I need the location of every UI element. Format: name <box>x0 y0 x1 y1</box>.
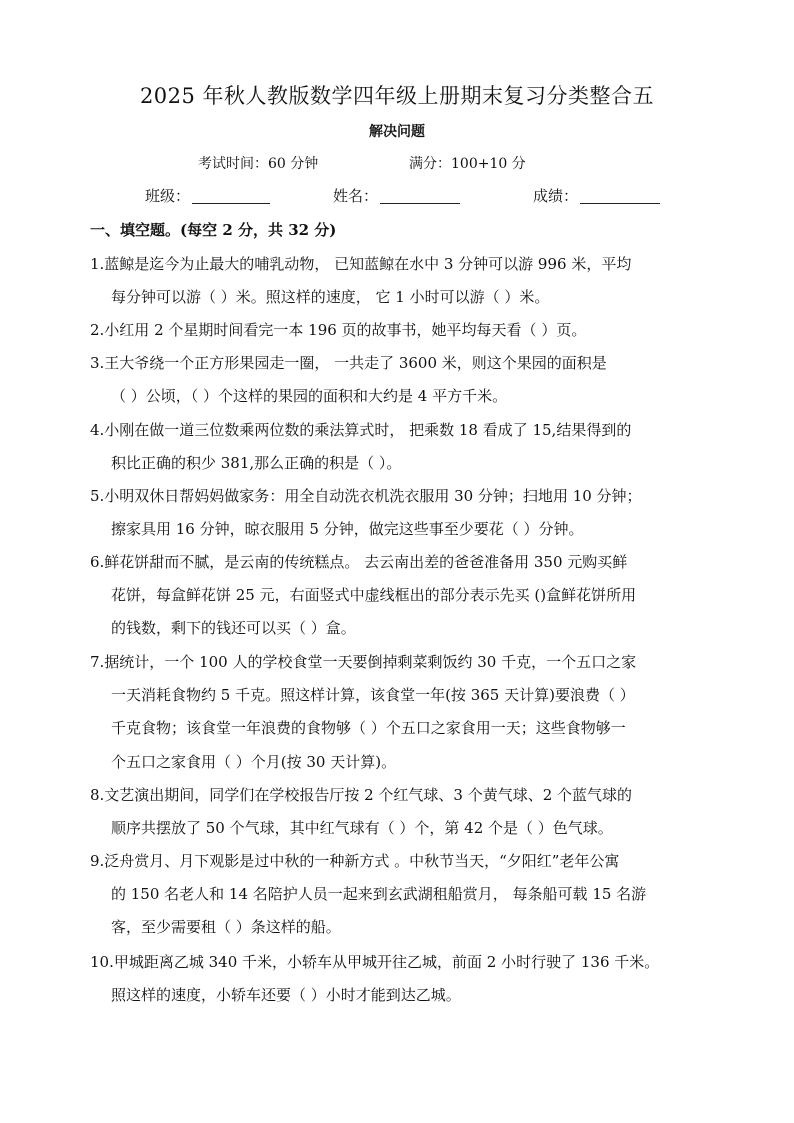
name-field <box>333 185 460 206</box>
question-item <box>90 347 720 413</box>
page-title: 2025 年秋人教版数学四年级上册期末复习分类整合五 <box>139 84 655 108</box>
question-item <box>90 546 720 646</box>
name-blank-line <box>380 202 460 204</box>
question-item <box>90 248 720 314</box>
question-line: 的 150 名老人和 14 名陪护人员一起来到玄武湖租船赏月， 每条船可载 15 名游 <box>111 885 647 904</box>
score-field <box>533 185 660 206</box>
full-score: 满分：100+10 分 <box>409 156 526 172</box>
question-item <box>90 646 720 779</box>
question-line: 顺序共摆放了 50 个气球，其中红气球有（ ）个，第 42 个是（ ）色气球。 <box>111 819 613 838</box>
section-heading: 一、填空题。(每空 2 分，共 32 分) <box>90 221 337 239</box>
name-label: 姓名： <box>333 187 379 205</box>
class-blank-line <box>192 202 270 204</box>
question-line: 千克食物；该食堂一年浪费的食物够（ ）个五口之家食用一天；这些食物够一 <box>111 719 626 738</box>
question-line: 5.小明双休日帮妈妈做家务：用全自动洗衣机洗衣服用 30 分钟；扫地用 10 分钟； <box>90 487 642 505</box>
exam-time: 考试时间：60 分钟 <box>198 156 319 172</box>
class-field <box>145 185 270 206</box>
score-blank-line <box>580 202 660 204</box>
question-line: 7.据统计，一个 100 人的学校食堂一天要倒掉剩菜剩饭约 30 千克，一个五口之家 <box>90 653 637 671</box>
question-line: 4.小刚在做一道三位数乘两位数的乘法算式时， 把乘数 18 看成了 15,结果得到的 <box>90 421 632 439</box>
question-line: 擦家具用 16 分钟，晾衣服用 5 分钟，做完这些事至少要花（ ）分钟。 <box>111 520 584 539</box>
question-item <box>90 480 720 546</box>
question-line: 1.蓝鲸是迄今为止最大的哺乳动物， 已知蓝鲸在水中 3 分钟可以游 996 米，平均 <box>90 255 632 273</box>
question-line: 6.鲜花饼甜而不腻，是云南的传统糕点。 去云南出差的爸爸准备用 350 元购买鲜 <box>90 553 628 571</box>
question-line: 的钱数，剩下的钱还可以买（ ）盒。 <box>111 619 356 638</box>
question-item <box>90 779 720 845</box>
question-line: 照这样的速度，小轿车还要（ ）小时才能到达乙城。 <box>111 986 461 1005</box>
question-line: 每分钟可以游（ ）米。照这样的速度， 它 1 小时可以游（ ）米。 <box>111 288 550 307</box>
question-line: 花饼，每盒鲜花饼 25 元，右面竖式中虚线框出的部分表示先买 ()盒鲜花饼所用 <box>111 586 637 605</box>
question-item <box>90 946 720 1012</box>
question-line: 个五口之家食用（ ）个月(按 30 天计算)。 <box>111 752 397 771</box>
question-line: 一天消耗食物约 5 千克。照这样计算，该食堂一年(按 365 天计算)要浪费（ ） <box>111 686 635 705</box>
question-line: 客，至少需要租（ ）条这样的船。 <box>111 918 341 937</box>
question-line: （ ）公顷，（ ）个这样的果园的面积和大约是 4 平方千米。 <box>111 387 508 406</box>
question-line: 9.泛舟赏月、月下观影是过中秋的一种新方式 。中秋节当天，“夕阳红”老年公寓 <box>90 852 620 870</box>
question-item <box>90 845 720 945</box>
question-line: 2.小红用 2 个星期时间看完一本 196 页的故事书，她平均每天看（ ）页。 <box>90 321 587 339</box>
class-label: 班级： <box>145 187 191 205</box>
page-subtitle: 解决问题 <box>369 124 425 140</box>
question-item <box>90 414 720 480</box>
score-label: 成绩： <box>533 187 579 205</box>
question-item <box>90 314 720 347</box>
question-line: 积比正确的积少 381,那么正确的积是（ ）。 <box>111 454 402 473</box>
question-line: 3.王大爷绕一个正方形果园走一圈， 一共走了 3600 米，则这个果园的面积是 <box>90 354 607 372</box>
question-line: 8.文艺演出期间，同学们在学校报告厅按 2 个红气球、3 个黄气球、2 个蓝气球的 <box>90 786 633 804</box>
question-line: 10.甲城距离乙城 340 千米，小轿车从甲城开往乙城，前面 2 小时行驶了 136 千米。 <box>90 953 660 971</box>
